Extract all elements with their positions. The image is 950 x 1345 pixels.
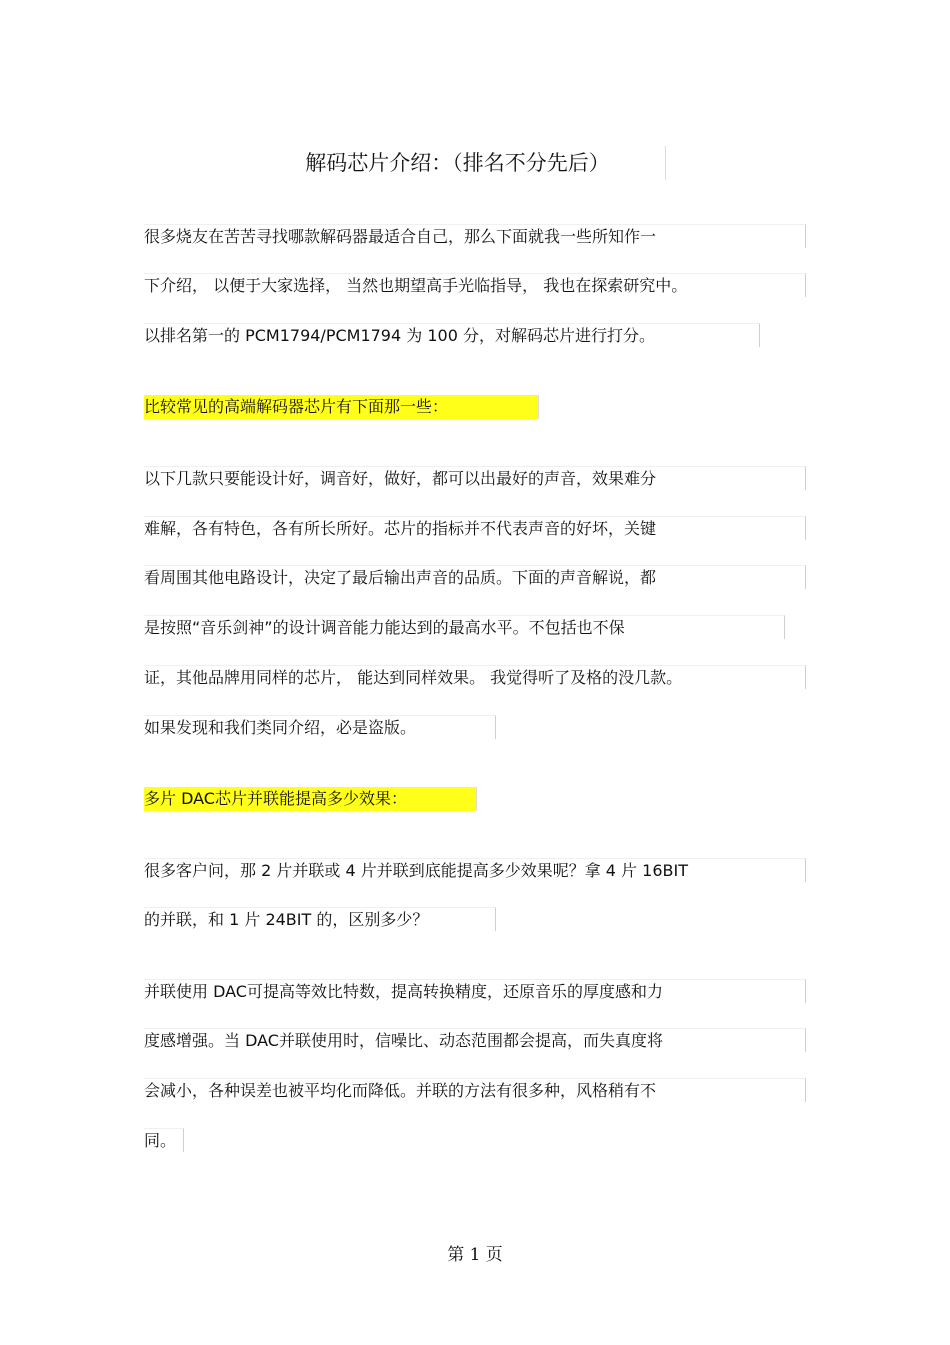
para2-line-4: 是按照“音乐剑神”的设计调音能力能达到的最高水平。不包括也不保 — [144, 615, 785, 639]
para2-line-3: 看周围其他电路设计，决定了最后输出声音的品质。下面的声音解说，都 — [144, 565, 806, 589]
page-title: 解码芯片介绍：（排名不分先后） — [250, 146, 666, 180]
para2-line-6: 如果发现和我们类同介绍，必是盗版。 — [144, 715, 496, 739]
para3-line-1: 很多客户问，那 2 片并联或 4 片并联到底能提高多少效果呢？拿 4 片 16BIT — [144, 858, 806, 882]
intro-line-2: 下介绍， 以便于大家选择， 当然也期望高手光临指导， 我也在探索研究中。 — [144, 273, 806, 297]
intro-line-1: 很多烧友在苦苦寻找哪款解码器最适合自己，那么下面就我一些所知作一 — [144, 224, 806, 248]
para4-line-3: 会减小，各种误差也被平均化而降低。并联的方法有很多种，风格稍有不 — [144, 1078, 806, 1102]
para4-line-4: 同。 — [144, 1128, 184, 1152]
para4-line-2: 度感增强。当 DAC并联使用时，信噪比、动态范围都会提高，而失真度将 — [144, 1028, 806, 1052]
intro-line-3: 以排名第一的 PCM1794/PCM1794 为 100 分，对解码芯片进行打分。 — [144, 323, 760, 347]
para2-line-5: 证，其他品牌用同样的芯片， 能达到同样效果。 我觉得听了及格的没几款。 — [144, 665, 806, 689]
section-heading-high-end-chips: 比较常见的高端解码器芯片有下面那一些： — [144, 395, 539, 419]
para4-line-1: 并联使用 DAC可提高等效比特数，提高转换精度，还原音乐的厚度感和力 — [144, 979, 806, 1003]
para2-line-1: 以下几款只要能设计好，调音好，做好，都可以出最好的声音，效果难分 — [144, 466, 806, 490]
page-number: 第 1 页 — [447, 1245, 503, 1265]
para3-line-2: 的并联，和 1 片 24BIT 的，区别多少？ — [144, 907, 496, 931]
para2-line-2: 难解，各有特色，各有所长所好。芯片的指标并不代表声音的好坏，关键 — [144, 516, 806, 540]
section-heading-dac-parallel: 多片 DAC芯片并联能提高多少效果： — [144, 787, 477, 811]
